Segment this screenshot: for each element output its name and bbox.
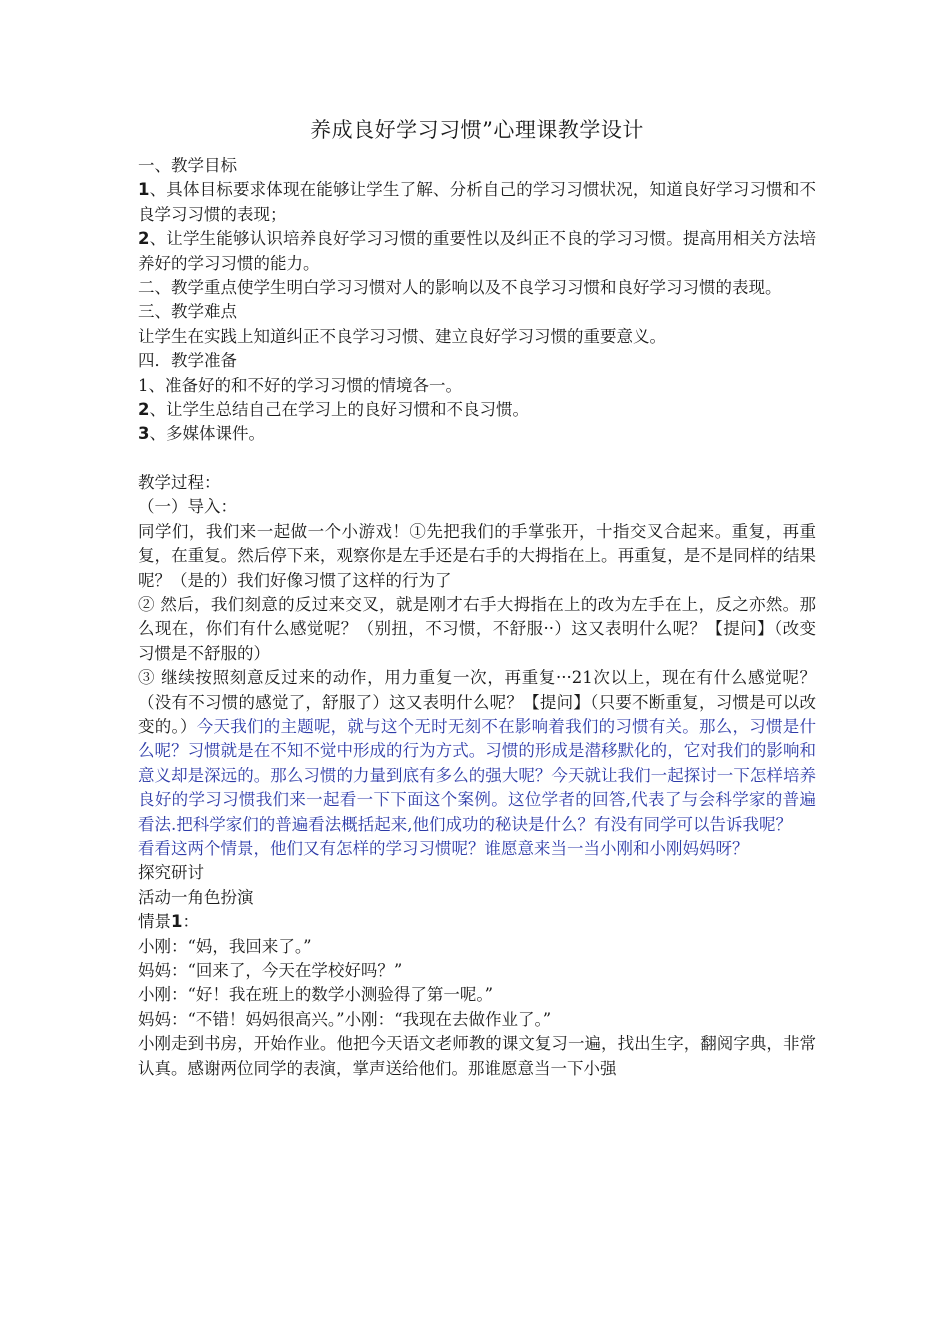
explore-heading: 探究研讨	[138, 863, 204, 883]
process-heading: 教学过程：	[138, 472, 221, 492]
scene-1-number: 1	[171, 912, 183, 932]
scene-1-label: 情景	[138, 912, 171, 932]
scene-1-colon: ：	[182, 912, 199, 932]
prep-item-2-number: 2	[138, 400, 150, 420]
spacer	[138, 447, 816, 471]
section-heading-preparation: 四．教学准备	[138, 351, 237, 371]
activity-1-heading: 活动一角色扮演	[138, 887, 254, 907]
goal-item-2-number: 2	[138, 229, 150, 249]
goal-item-1	[138, 178, 816, 227]
goal-item-1-number: 1	[138, 180, 150, 200]
prep-item-3	[138, 422, 816, 446]
intro-paragraph-1: 同学们，我们来一起做一个小游戏！①先把我们的手掌张开，十指交叉合起来。重复，再重复，在重复。然后停下来，观察你是左手还是右手的大拇指在上。再重复，是不是同样的结果呢？（是的）我们好像习惯了这样的行为了	[138, 521, 816, 590]
goal-item-2	[138, 227, 816, 276]
section-heading-goals: 一、教学目标	[138, 156, 237, 175]
dialogue-line-4: 妈妈：“不错！妈妈很高兴。”小刚：“我现在去做作业了。”	[138, 1009, 552, 1029]
document-page	[138, 110, 816, 1081]
section-heading-key-points: 二、教学重点使学生明白学习习惯对人的影响以及不良学习习惯和良好学习习惯的表现。	[138, 278, 782, 298]
prep-item-2	[138, 398, 816, 422]
section-heading-difficulties: 三、教学难点	[138, 302, 237, 322]
intro-heading: （一）导入：	[138, 497, 237, 517]
prep-item-2-text: 、让学生总结自己在学习上的良好习惯和不良习惯。	[149, 400, 529, 420]
dialogue-line-1: 小刚：“妈，我回来了。”	[138, 936, 312, 956]
goal-item-1-text: 、具体目标要求体现在能够让学生了解、分析自己的学习习惯状况，知道良好学习习惯和不良学习习惯的表现；	[138, 180, 816, 224]
goal-item-2-text: 、让学生能够认识培养良好学习习惯的重要性以及纠正不良的学习习惯。提高用相关方法培养好的学习习惯的能力。	[138, 229, 816, 273]
document-title: 养成良好学习习惯”心理课教学设计	[310, 118, 644, 142]
intro-paragraph-3-black: ③ 继续按照刻意反过来的动作，用力重复一次，再重复···21次以上，现在有什么感觉呢？（没有不习惯的感觉了，舒服了）这又表明什么呢？【提问】（只要不断重复，习惯是可以改变的。）	[138, 668, 816, 736]
prep-item-1: 1、准备好的和不好的学习习惯的情境各一。	[138, 375, 462, 395]
dialogue-line-3: 小刚：“好！我在班上的数学小测验得了第一呢。”	[138, 985, 494, 1005]
intro-paragraph-4: 看看这两个情景，他们又有怎样的学习习惯呢？谁愿意来当一当小刚和小刚妈妈呀？	[138, 838, 749, 858]
prep-item-3-text: 、多媒体课件。	[149, 424, 265, 444]
narration-paragraph: 小刚走到书房，开始作业。他把今天语文老师教的课文复习一遍，找出生字，翻阅字典，非常认真。感谢两位同学的表演，掌声送给他们。那谁愿意当一下小强	[138, 1034, 816, 1078]
dialogue-line-2: 妈妈：“回来了，今天在学校好吗？”	[138, 961, 403, 980]
difficulties-text: 让学生在实践上知道纠正不良学习习惯、建立良好学习习惯的重要意义。	[138, 326, 666, 346]
prep-item-3-number: 3	[138, 424, 150, 444]
scene-1-heading	[138, 910, 816, 934]
intro-paragraph-3-blue: 今天我们的主题呢，就与这个无时无刻不在影响着我们的习惯有关。那么，习惯是什么呢？习惯就是在不知不觉中形成的行为方式。习惯的形成是潜移默化的，它对我们的影响和意义却是深远的。那么习惯的力量到底有多么的强大呢？今天就让我们一起探讨一下怎样培养良好的学习习惯我们来一起看一下下面这个案例。这位学者的回答,代表了与会科学家的普遍看法.把科学家们的普遍看法概括起来,他们成功的秘诀是什么？有没有同学可以告诉我呢？	[138, 716, 817, 834]
intro-paragraph-3	[138, 666, 816, 837]
intro-paragraph-2: ② 然后，我们刻意的反过来交叉，就是刚才右手大拇指在上的改为左手在上，反之亦然。那么现在，你们有什么感觉呢？（别扭，不习惯，不舒服··）这又表明什么呢？【提问】（改变习惯是不舒服的）	[138, 594, 816, 663]
